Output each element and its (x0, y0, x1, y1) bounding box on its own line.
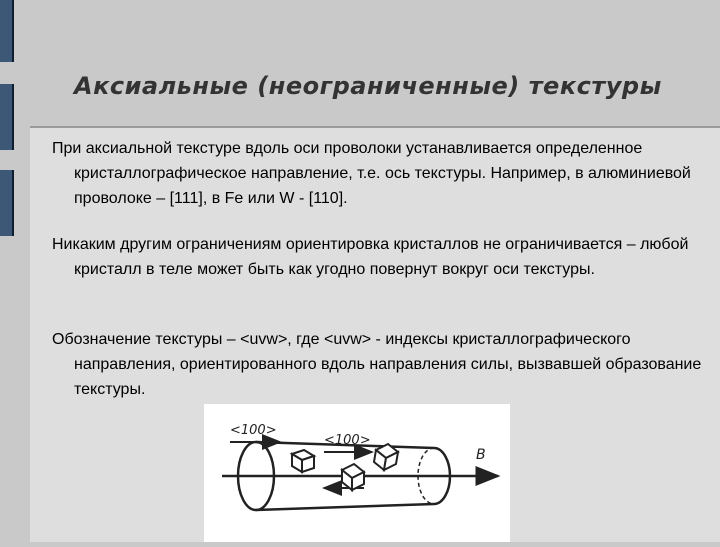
label-axis-b: B (476, 447, 486, 463)
decorative-side-bars (0, 0, 14, 540)
cylinder-bottom-edge (256, 504, 434, 510)
paragraph-orientation: Никаким другим ограничениям ориентировка кристаллов не ограничивается – любой кристалл в теле может быть как угодно повернут вокруг оси текстуры. (52, 236, 689, 278)
slide-content (30, 126, 720, 542)
paragraph-axial-texture: При аксиальной текстуре вдоль оси проволоки устанавливается определенное кристаллографическое направление, т.е. ось текстуры. Например, в алюминиевой проволоке – [111], в Fe или W - [110]. (52, 140, 691, 207)
crystal-cube-2 (374, 444, 398, 470)
label-direction-left: <100> (230, 423, 277, 438)
side-bar-segment (0, 0, 14, 62)
crystal-cube-3 (342, 464, 364, 490)
label-direction-mid: <100> (324, 433, 371, 448)
slide-title: Аксиальные (неограниченные) текстуры (74, 72, 662, 100)
side-bar-segment (0, 84, 14, 150)
paragraph-notation: Обозначение текстуры – <uvw>, где <uvw> - индексы кристаллографического направления, ориентированного вдоль направления силы, вызвавшей образование текстуры. (52, 331, 702, 398)
crystal-cube-1 (292, 450, 314, 472)
texture-diagram (204, 404, 510, 542)
wire-texture-svg (204, 404, 510, 542)
side-bar-segment (0, 170, 14, 236)
